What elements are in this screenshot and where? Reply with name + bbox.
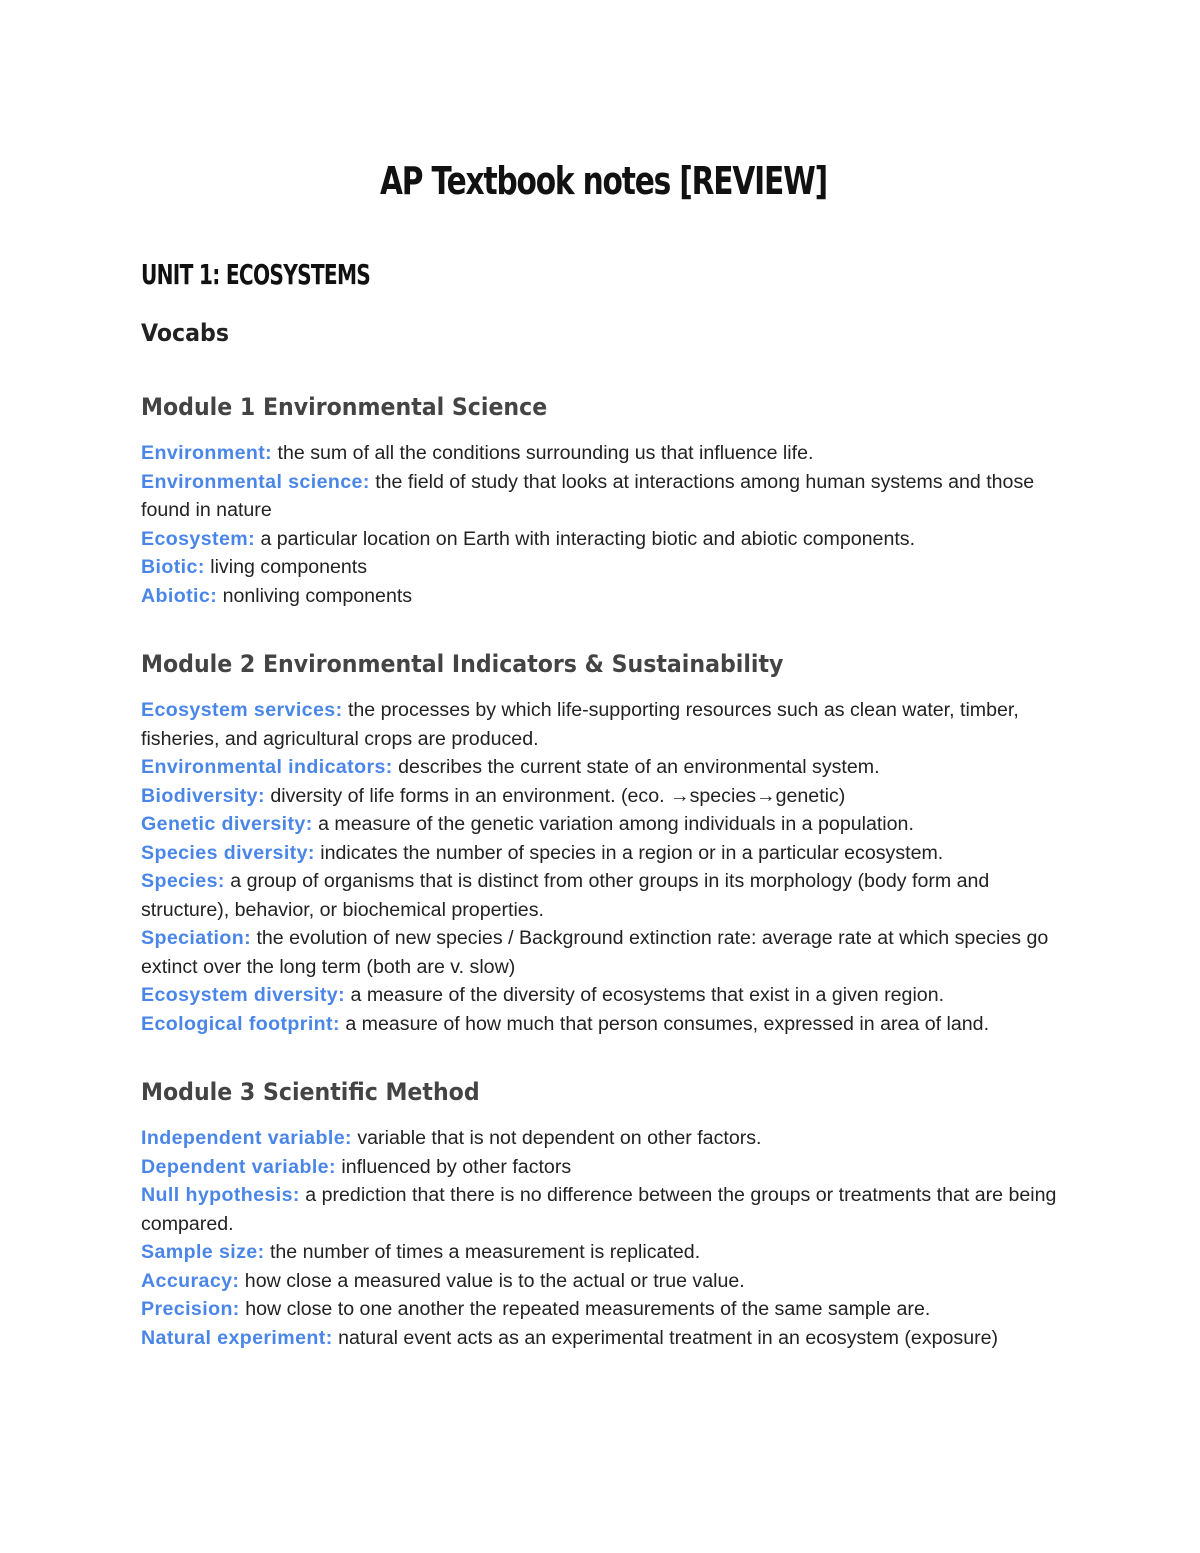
definition-item (141, 810, 1066, 839)
definition-text: the evolution of new species / Background extinction rate: average rate at which species go extinct over the long term (both are v. slow) (141, 927, 1049, 978)
definition-text: a measure of the genetic variation among individuals in a population. (312, 813, 914, 835)
definition-text: a prediction that there is no difference between the groups or treatments that are being compared. (141, 1184, 1057, 1235)
definition-text: a measure of how much that person consumes, expressed in area of land. (339, 1012, 990, 1035)
definition-item (141, 1295, 1066, 1324)
definition-term: Null hypothesis: (141, 1184, 300, 1206)
definition-item (141, 1324, 1066, 1353)
definition-text: indicates the number of species in a region or in a particular ecosystem. (314, 841, 944, 864)
definition-term: Speciation: (141, 927, 252, 949)
module-heading: Module 1 Environmental Science (141, 393, 548, 421)
definition-term: Independent variable: (141, 1127, 352, 1149)
module-section (141, 389, 1066, 610)
definition-item (141, 1153, 1066, 1182)
definition-item (141, 1238, 1066, 1267)
definition-item (141, 582, 1066, 611)
definition-item (141, 867, 1066, 924)
definition-term: Abiotic: (141, 584, 218, 607)
definition-item (141, 696, 1066, 753)
definition-item (141, 1181, 1066, 1238)
definition-term: Ecosystem diversity: (141, 984, 346, 1006)
definition-term: Species diversity: (141, 841, 315, 864)
definition-term: Ecosystem services: (141, 699, 343, 721)
document-page (141, 150, 1066, 1352)
document-title: AP Textbook notes [REVIEW] (380, 159, 827, 203)
definition-text: living components (204, 556, 368, 578)
definition-item (141, 468, 1066, 525)
definition-item (141, 1267, 1066, 1296)
definition-item (141, 1010, 1066, 1039)
module-heading: Module 2 Environmental Indicators & Sustainability (141, 650, 784, 678)
definition-item (141, 553, 1066, 582)
definition-text: a group of organisms that is distinct from other groups in its morphology (body form and structure), behavior, or biochemical properties. (141, 870, 990, 921)
definition-term: Natural experiment: (141, 1326, 333, 1349)
definition-list (141, 439, 1066, 610)
module-section (141, 1074, 1066, 1352)
definition-term: Environmental indicators: (141, 756, 393, 778)
module-section (141, 646, 1066, 1038)
definition-text: how close to one another the repeated measurements of the same sample are. (239, 1298, 931, 1320)
definition-item (141, 839, 1066, 868)
definition-term: Genetic diversity: (141, 813, 313, 835)
definition-term: Environment: (141, 442, 273, 464)
definition-text: influenced by other factors (335, 1155, 572, 1178)
definition-text: a measure of the diversity of ecosystems that exist in a given region. (345, 984, 945, 1006)
definition-term: Ecosystem: (141, 527, 255, 550)
definition-text: variable that is not dependent on other factors. (351, 1127, 762, 1149)
definition-list (141, 1124, 1066, 1352)
unit-heading: UNIT 1: ECOSYSTEMS (141, 258, 371, 291)
definition-item (141, 782, 1066, 811)
definition-term: Dependent variable: (141, 1155, 336, 1178)
definition-term: Species: (141, 870, 225, 892)
module-heading: Module 3 Scientific Method (141, 1078, 480, 1106)
definition-item (141, 924, 1066, 981)
definition-term: Ecological footprint: (141, 1012, 340, 1035)
definition-term: Environmental science: (141, 470, 370, 493)
definition-item (141, 1124, 1066, 1153)
definition-text: the sum of all the conditions surrounding us that influence life. (272, 442, 814, 464)
definition-text: the processes by which life-supporting resources such as clean water, timber, fisheries, and agricultural crops are produced. (141, 699, 1019, 750)
definition-text: how close a measured value is to the actual or true value. (239, 1269, 745, 1292)
definition-list (141, 696, 1066, 1038)
definition-item (141, 525, 1066, 554)
definition-term: Precision: (141, 1298, 240, 1320)
definition-term: Accuracy: (141, 1269, 240, 1292)
definition-text: describes the current state of an environmental system. (392, 756, 880, 778)
vocabs-heading: Vocabs (141, 319, 229, 347)
definition-text: the number of times a measurement is replicated. (264, 1241, 701, 1263)
definition-item (141, 753, 1066, 782)
definition-text: the field of study that looks at interactions among human systems and those found in nature (141, 470, 1035, 521)
definition-term: Biodiversity: (141, 784, 265, 807)
definition-text: a particular location on Earth with interacting biotic and abiotic components. (255, 527, 916, 550)
definition-text: diversity of life forms in an environment. (eco. →species→genetic) (264, 784, 846, 807)
definition-text: natural event acts as an experimental treatment in an ecosystem (exposure) (332, 1326, 999, 1349)
definition-term: Sample size: (141, 1241, 265, 1263)
definition-text: nonliving components (217, 584, 413, 607)
definition-item (141, 981, 1066, 1010)
definition-term: Biotic: (141, 556, 205, 578)
definition-item (141, 439, 1066, 468)
